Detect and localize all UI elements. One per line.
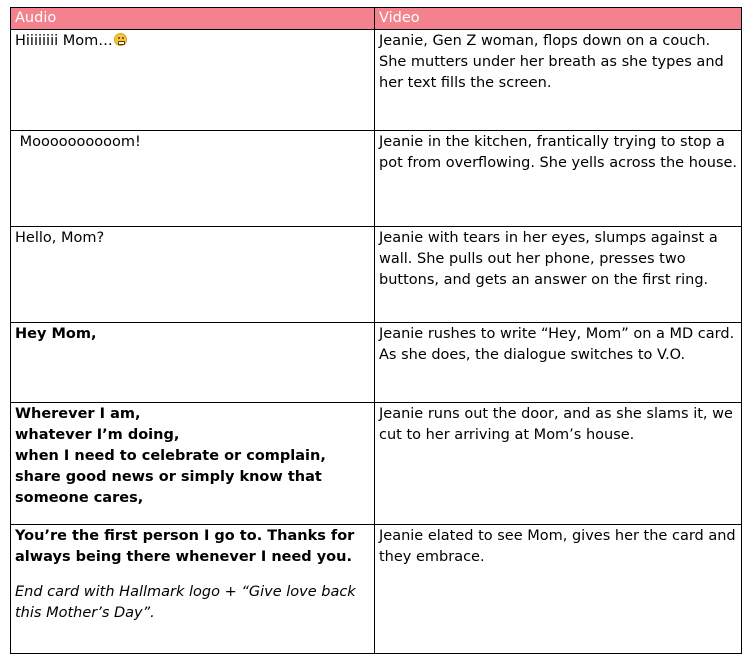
audio-cell [11, 131, 375, 227]
table-row [11, 525, 742, 654]
table-row [11, 131, 742, 227]
audio-line: Hey Mom, [15, 326, 97, 342]
end-card-note: End card with Hallmark logo + “Give love back this Mother’s Day”. [15, 584, 356, 621]
script-table [10, 7, 742, 654]
table-row [11, 323, 742, 403]
video-cell: Jeanie, Gen Z woman, flops down on a couch. She mutters under her breath as she types and her text fills the screen. [375, 30, 742, 131]
audio-line: Moooooooooom! [15, 134, 141, 150]
audio-line: always being there whenever I need you. [15, 549, 352, 565]
audio-cell [11, 323, 375, 403]
audio-line: Hiiiiiiii Mom… [15, 33, 113, 49]
table-row [11, 30, 742, 131]
audio-line: when I need to celebrate or complain, [15, 448, 326, 464]
audio-line: someone cares, [15, 490, 144, 506]
audio-line: share good news or simply know that [15, 469, 322, 485]
video-header: Video [375, 8, 742, 30]
audio-cell [11, 30, 375, 131]
audio-header: Audio [11, 8, 375, 30]
video-cell: Jeanie runs out the door, and as she slams it, we cut to her arriving at Mom’s house. [375, 403, 742, 525]
grimacing-face-icon [114, 33, 127, 46]
video-cell: Jeanie with tears in her eyes, slumps against a wall. She pulls out her phone, presses two buttons, and gets an answer on the first ring. [375, 227, 742, 323]
audio-line: You’re the first person I go to. Thanks for [15, 528, 355, 544]
audio-line: Hello, Mom? [15, 230, 105, 246]
header-row [11, 8, 742, 30]
audio-cell [11, 403, 375, 525]
table-row [11, 403, 742, 525]
audio-line: whatever I’m doing, [15, 427, 180, 443]
table-row [11, 227, 742, 323]
audio-line: Wherever I am, [15, 406, 141, 422]
audio-cell [11, 525, 375, 654]
audio-cell [11, 227, 375, 323]
video-cell: Jeanie rushes to write “Hey, Mom” on a MD card. As she does, the dialogue switches to V.O. [375, 323, 742, 403]
video-cell: Jeanie elated to see Mom, gives her the card and they embrace. [375, 525, 742, 654]
video-cell: Jeanie in the kitchen, frantically trying to stop a pot from overflowing. She yells across the house. [375, 131, 742, 227]
